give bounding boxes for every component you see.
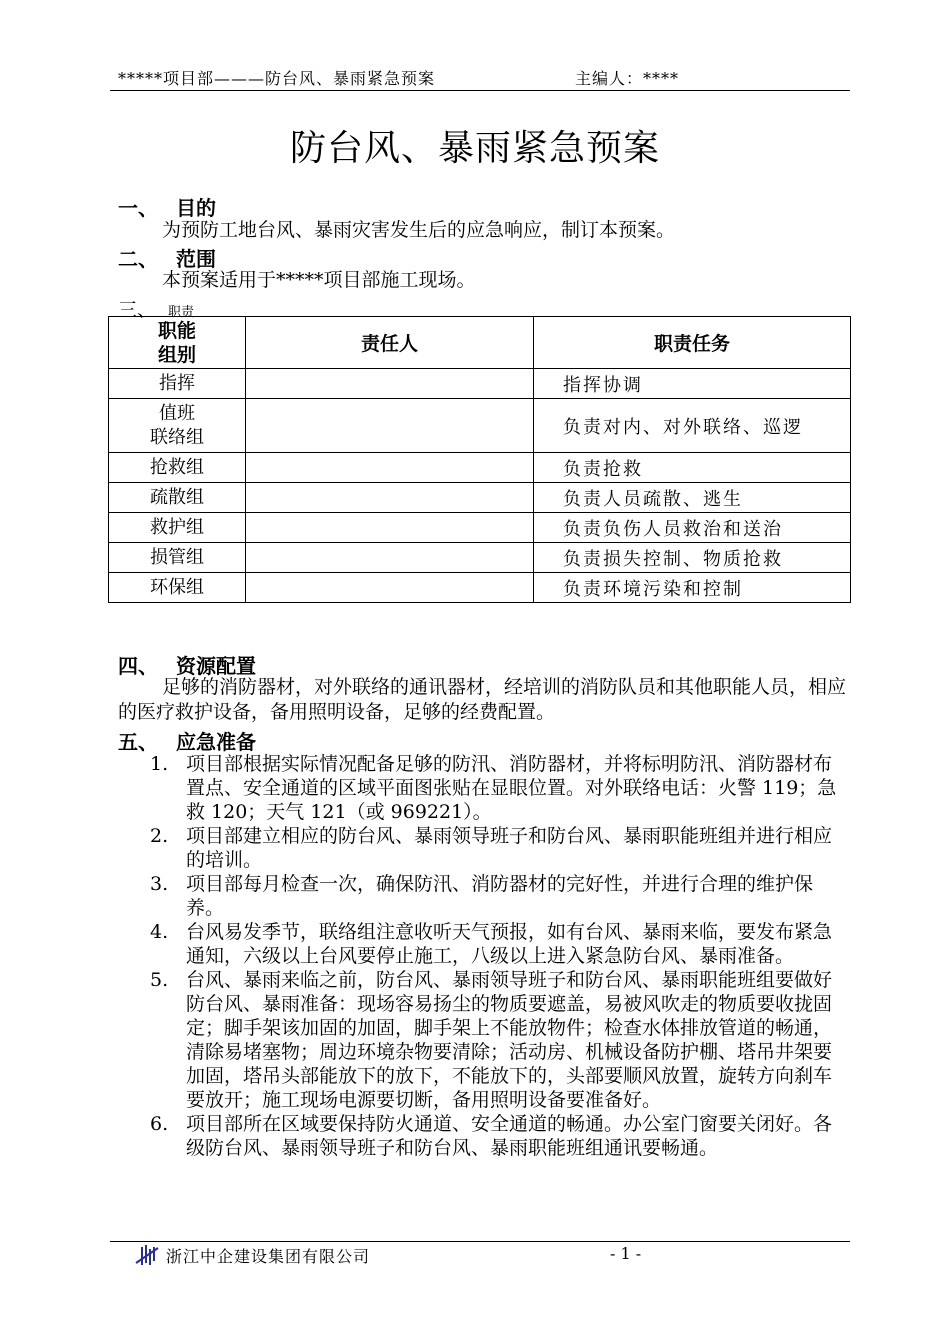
task-cell: 负责负伤人员救治和送治 bbox=[534, 513, 851, 543]
page-title: 防台风、暴雨紧急预案 bbox=[289, 128, 660, 169]
section-number: 二、 bbox=[118, 247, 158, 271]
item-text: 项目部根据实际情况配备足够的防汛、消防器材，并将标明防汛、消防器材布置点、安全通道的区域平面图张贴在显眼位置。对外联络电话：火警 119；急救 120；天气 121（或 969221）。 bbox=[186, 753, 837, 823]
responsible-cell bbox=[246, 543, 534, 573]
item-number: 5. bbox=[150, 969, 169, 991]
responsible-cell bbox=[246, 369, 534, 399]
list-item bbox=[150, 1112, 850, 1160]
header-divider bbox=[110, 90, 850, 91]
section-title: 职责 bbox=[168, 305, 195, 320]
section-title: 范围 bbox=[176, 247, 216, 271]
item-text: 台风易发季节，联络组注意收听天气预报，如有台风、暴雨来临，要发布紧急通知，六级以上台风要停止施工，八级以上进入紧急防台风、暴雨准备。 bbox=[186, 921, 833, 967]
list-item bbox=[150, 872, 850, 920]
section-1-body: 为预防工地台风、暴雨灾害发生后的应急响应，制订本预案。 bbox=[162, 219, 676, 241]
section-title: 目的 bbox=[176, 196, 216, 220]
task-cell: 负责对内、对外联络、巡逻 bbox=[534, 399, 851, 453]
section-4-body: 足够的消防器材，对外联络的通讯器材，经培训的消防队员和其他职能人员，相应的医疗救护设备，备用照明设备，足够的经费配置。 bbox=[118, 676, 847, 723]
task-cell: 负责抢救 bbox=[534, 453, 851, 483]
group-cell bbox=[109, 399, 246, 453]
table-row bbox=[109, 573, 851, 603]
company-logo-icon bbox=[134, 1243, 160, 1267]
list-item bbox=[150, 824, 850, 872]
section-number: 五、 bbox=[118, 730, 158, 754]
section-number: 四、 bbox=[118, 654, 158, 678]
group-cell: 环保组 bbox=[109, 573, 246, 603]
item-number: 2. bbox=[150, 825, 169, 847]
footer-divider bbox=[110, 1241, 850, 1242]
group-line2: 联络组 bbox=[150, 426, 204, 448]
header-author: 主编人：**** bbox=[575, 69, 680, 88]
group-cell: 救护组 bbox=[109, 513, 246, 543]
task-cell: 负责人员疏散、逃生 bbox=[534, 483, 851, 513]
item-text: 项目部每月检查一次，确保防汛、消防器材的完好性，并进行合理的维护保养。 bbox=[186, 873, 814, 919]
list-item bbox=[150, 968, 850, 1112]
item-text: 台风、暴雨来临之前，防台风、暴雨领导班子和防台风、暴雨职能班组要做好防台风、暴雨准备：现场容易扬尘的物质要遮盖，易被风吹走的物质要收拢固定；脚手架该加固的加固，脚手架上不能放物件；检查水体排放管道的畅通，清除易堵塞物；周边环境杂物要清除；活动房、机械设备防护棚、塔吊井架要加固，塔吊头部能放下的放下，不能放下的，头部要顺风放置，旋转方向刹车要放开；施工现场电源要切断，备用照明设备要准备好。 bbox=[186, 969, 833, 1111]
item-text: 项目部建立相应的防台风、暴雨领导班子和防台风、暴雨职能班组并进行相应的培训。 bbox=[186, 825, 833, 871]
section-number: 一、 bbox=[118, 196, 158, 220]
section-1-heading bbox=[118, 192, 216, 221]
item-number: 6. bbox=[150, 1113, 169, 1135]
table-row bbox=[109, 369, 851, 399]
item-number: 3. bbox=[150, 873, 169, 895]
responsible-cell bbox=[246, 483, 534, 513]
group-cell: 指挥 bbox=[109, 369, 246, 399]
footer-page-number: - 1 - bbox=[610, 1244, 642, 1263]
responsible-cell bbox=[246, 513, 534, 543]
section-2-body: 本预案适用于*****项目部施工现场。 bbox=[162, 269, 476, 291]
duty-table bbox=[108, 316, 851, 603]
section-number: 三、 bbox=[118, 299, 157, 321]
header-responsible-cell: 责任人 bbox=[246, 317, 534, 369]
prep-list bbox=[150, 752, 850, 1160]
list-item bbox=[150, 920, 850, 968]
group-cell: 抢救组 bbox=[109, 453, 246, 483]
list-item bbox=[150, 752, 850, 824]
header-task-cell: 职责任务 bbox=[534, 317, 851, 369]
section-title: 资源配置 bbox=[176, 654, 256, 678]
task-cell: 指挥协调 bbox=[534, 369, 851, 399]
group-cell: 损管组 bbox=[109, 543, 246, 573]
header-group-line2: 组别 bbox=[157, 343, 196, 366]
item-text: 项目部所在区域要保持防火通道、安全通道的畅通。办公室门窗要关闭好。各级防台风、暴雨领导班子和防台风、暴雨职能班组通讯要畅通。 bbox=[186, 1113, 833, 1159]
item-number: 1. bbox=[150, 753, 169, 775]
footer-company: 浙江中企建设集团有限公司 bbox=[166, 1247, 371, 1266]
header-doc-title: *****项目部———防台风、暴雨紧急预案 bbox=[118, 69, 436, 88]
responsible-cell bbox=[246, 453, 534, 483]
table-row bbox=[109, 543, 851, 573]
group-cell: 疏散组 bbox=[109, 483, 246, 513]
task-cell: 负责环境污染和控制 bbox=[534, 573, 851, 603]
table-row bbox=[109, 513, 851, 543]
responsible-cell bbox=[246, 573, 534, 603]
group-line1: 值班 bbox=[159, 402, 195, 424]
table-row bbox=[109, 483, 851, 513]
table-header-row bbox=[109, 317, 851, 369]
header-group-cell bbox=[109, 317, 246, 369]
task-cell: 负责损失控制、物质抢救 bbox=[534, 543, 851, 573]
item-number: 4. bbox=[150, 921, 169, 943]
table-row bbox=[109, 453, 851, 483]
section-5-heading bbox=[118, 726, 256, 755]
responsible-cell bbox=[246, 399, 534, 453]
section-title: 应急准备 bbox=[176, 730, 256, 754]
table-row bbox=[109, 399, 851, 453]
header-group-line1: 职能 bbox=[157, 319, 196, 342]
